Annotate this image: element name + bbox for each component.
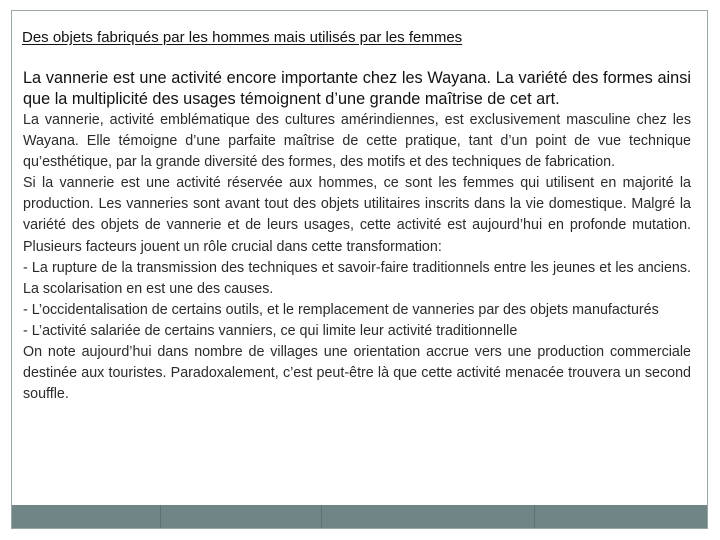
paragraph-factor-transmission: - La rupture de la transmission des techniques et savoir-faire traditionnels entre les jeunes et les anciens. La scolarisation en est une des causes. [23, 259, 691, 297]
paragraph-basketry: La vannerie, activité emblématique des cultures amérindiennes, est exclusivement masculine chez les Wayana. Elle témoigne d’une parfaite maîtrise de cette pratique, tant d’un point de vue technique qu’esthétique, par la grande diversité des formes, des motifs et des techniques de fabrication. [23, 112, 691, 171]
footer-segment [161, 505, 322, 528]
footer-segment [322, 505, 535, 528]
paragraph-factor-westernization: - L’occidentalisation de certains outils, et le remplacement de vanneries par des objets manufacturés [23, 301, 659, 318]
intro-paragraph: La vannerie est une activité encore importante chez les Wayana. La variété des formes ainsi que la multiplicité des usages témoignent d’une grande maîtrise de cet art. [23, 69, 691, 108]
paragraph-factor-wage-work: - L’activité salariée de certains vanniers, ce qui limite leur activité traditionnelle [23, 322, 518, 339]
footer-bar [12, 505, 707, 528]
footer-segment [535, 505, 707, 528]
slide [11, 10, 708, 529]
paragraph-conclusion: On note aujourd’hui dans nombre de villages une orientation accrue vers une production commerciale destinée aux touristes. Paradoxalement, c’est peut-être là que cette activité menacée trouvera un second souffle. [23, 344, 691, 403]
footer-segment [12, 505, 161, 528]
paragraph-usage: Si la vannerie est une activité réservée aux hommes, ce sont les femmes qui utilisent en majorité la production. Les vanneries sont avant tout des objets utilitaires inscrits dans la vie domestique. Malgré la variété des objets de vannerie et de leurs usages, cette activité est aujourd’hui en profonde mutation. Plusieurs facteurs jouent un rôle crucial dans cette transformation: [23, 175, 691, 255]
slide-title: Des objets fabriqués par les hommes mais utilisés par les femmes [22, 29, 463, 46]
slide-body [23, 68, 691, 405]
